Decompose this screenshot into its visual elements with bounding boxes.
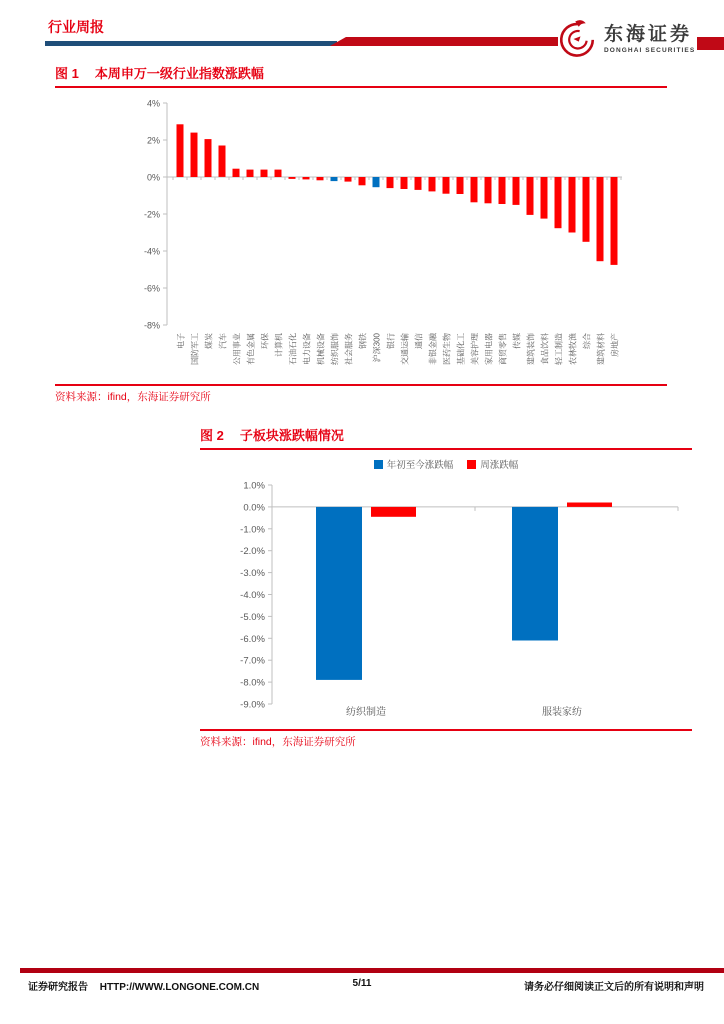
svg-text:-5.0%: -5.0%: [240, 611, 265, 623]
svg-text:-1.0%: -1.0%: [240, 524, 265, 536]
svg-text:-8%: -8%: [143, 320, 160, 331]
svg-text:-6.0%: -6.0%: [240, 633, 265, 645]
figure-1-source: 资料来源：ifind，东海证券研究所: [55, 390, 211, 403]
brand-name-en: DONGHAI SECURITIES: [604, 46, 696, 54]
svg-text:基础化工: 基础化工: [456, 333, 466, 365]
svg-text:银行: 银行: [386, 333, 396, 349]
brand-name-cn: 东海证券: [604, 23, 693, 45]
svg-text:农林牧渔: 农林牧渔: [568, 333, 578, 365]
svg-text:-6%: -6%: [143, 283, 160, 294]
svg-text:-8.0%: -8.0%: [240, 677, 265, 689]
figure-2-title-text: 子板块涨跌幅情况: [239, 428, 344, 443]
svg-text:美容护理: 美容护理: [470, 333, 480, 365]
svg-text:钢铁: 钢铁: [358, 333, 368, 349]
svg-text:纺织服饰: 纺织服饰: [330, 333, 340, 365]
legend-label-ytd: 年初至今涨跌幅: [386, 460, 454, 471]
svg-text:-3.0%: -3.0%: [240, 568, 265, 580]
svg-text:医药生物: 医药生物: [442, 333, 452, 365]
svg-text:计算机: 计算机: [274, 333, 284, 357]
figure-2-source: 资料来源：ifind，东海证券研究所: [200, 735, 356, 748]
svg-text:电力设备: 电力设备: [302, 333, 312, 365]
figure-1: [55, 66, 667, 404]
legend-swatch-ytd: [374, 460, 383, 469]
svg-text:4%: 4%: [146, 98, 160, 109]
svg-text:服装家纺: 服装家纺: [542, 707, 582, 718]
svg-text:纺织制造: 纺织制造: [346, 707, 386, 718]
brand-logo: [556, 18, 695, 60]
svg-text:-4%: -4%: [143, 246, 160, 257]
svg-text:公用事业: 公用事业: [232, 333, 242, 365]
svg-text:0.0%: 0.0%: [243, 502, 265, 514]
svg-text:建筑材料: 建筑材料: [596, 333, 606, 365]
footer-page-number: 5/11: [352, 978, 372, 989]
footer-disclaimer: 请务必仔细阅读正文后的所有说明和声明: [524, 982, 704, 993]
figure-2-title-rule: [200, 448, 692, 450]
figure-2: [200, 428, 692, 749]
svg-text:-2%: -2%: [143, 209, 160, 220]
svg-text:-9.0%: -9.0%: [240, 699, 265, 711]
svg-text:建筑装饰: 建筑装饰: [526, 333, 536, 365]
svg-text:电子: 电子: [176, 333, 186, 349]
svg-text:机械设备: 机械设备: [316, 333, 326, 365]
svg-text:-7.0%: -7.0%: [240, 655, 265, 667]
figure-2-bottom-rule: [200, 729, 692, 731]
svg-text:煤炭: 煤炭: [204, 333, 214, 349]
figure-2-legend: [200, 457, 692, 471]
figure-2-title: [200, 428, 692, 444]
svg-text:-4.0%: -4.0%: [240, 590, 265, 601]
svg-text:轻工制造: 轻工制造: [554, 333, 564, 365]
figure-1-chart: [55, 92, 665, 382]
svg-text:房地产: 房地产: [610, 333, 620, 357]
header-corner-block: [697, 37, 724, 50]
svg-text:商贸零售: 商贸零售: [498, 333, 508, 365]
legend-swatch-week: [467, 460, 476, 469]
footer-doc-type: 证券研究报告: [28, 982, 88, 993]
svg-text:通信: 通信: [414, 333, 424, 349]
dragon-logo-icon: [556, 18, 598, 60]
figure-1-title-text: 本周申万一级行业指数涨跌幅: [94, 66, 264, 81]
figure-2-tag: 图 2: [200, 428, 224, 443]
header-rule-red: [330, 37, 558, 46]
svg-text:-2.0%: -2.0%: [240, 546, 265, 558]
svg-text:非银金融: 非银金融: [428, 333, 438, 365]
svg-text:有色金属: 有色金属: [246, 333, 256, 365]
svg-text:1.0%: 1.0%: [243, 480, 265, 492]
svg-text:家用电器: 家用电器: [484, 333, 494, 365]
svg-text:0%: 0%: [146, 172, 160, 183]
figure-1-title: [55, 66, 667, 82]
legend-item-ytd: [374, 457, 454, 471]
svg-text:国防军工: 国防军工: [190, 333, 200, 365]
figure-1-title-rule: [55, 86, 667, 88]
svg-text:社会服务: 社会服务: [344, 333, 354, 365]
svg-text:沪深300: 沪深300: [372, 333, 382, 363]
svg-text:石油石化: 石油石化: [288, 333, 298, 365]
svg-text:环保: 环保: [260, 333, 270, 349]
svg-text:2%: 2%: [146, 135, 160, 146]
figure-1-bottom-rule: [55, 384, 667, 386]
footer-url[interactable]: HTTP://WWW.LONGONE.COM.CN: [99, 982, 260, 993]
footer-rule: [20, 968, 724, 973]
svg-text:汽车: 汽车: [218, 333, 228, 349]
svg-text:综合: 综合: [582, 333, 592, 349]
svg-text:交通运输: 交通运输: [400, 333, 410, 365]
report-type-label: 行业周报: [48, 19, 104, 35]
header-rule-blue: [45, 41, 337, 46]
legend-item-week: [467, 457, 518, 471]
figure-1-tag: 图 1: [55, 66, 79, 81]
legend-label-week: 周涨跌幅: [480, 460, 519, 471]
brand-text: [604, 25, 695, 54]
svg-text:食品饮料: 食品饮料: [540, 333, 550, 365]
figure-2-chart: [200, 475, 690, 727]
svg-text:传媒: 传媒: [512, 333, 522, 349]
